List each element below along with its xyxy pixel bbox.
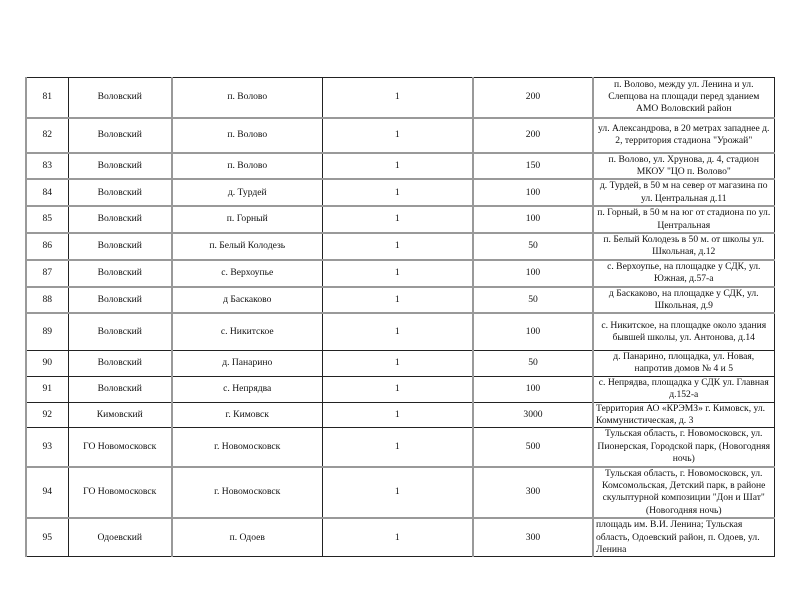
address-cell: Тульская область, г. Новомосковск, ул. Комсомольская, Детский парк, в районе скульптурной композиции "Дон и Шат" (Новогодняя ночь) [593, 467, 774, 519]
address-cell: п. Белый Колодезь в 50 м. от школы ул. Школьная, д.12 [593, 233, 774, 260]
amount-cell: 500 [473, 428, 593, 467]
settlement-cell: г. Новомосковск [172, 428, 322, 467]
amount-cell: 100 [473, 179, 593, 206]
address-cell: площадь им. В.И. Ленина; Тульская область, Одоевский район, п. Одоев, ул. Ленина [593, 518, 774, 557]
amount-cell: 200 [473, 78, 593, 118]
amount-cell: 100 [473, 260, 593, 287]
row-number: 87 [26, 260, 68, 287]
settlement-cell: п. Одоев [172, 518, 322, 557]
district-cell: Воловский [68, 179, 172, 206]
amount-cell: 200 [473, 118, 593, 153]
address-cell: п. Волово, ул. Хрунова, д. 4, стадион МКОУ "ЦО п. Волово" [593, 153, 774, 180]
settlement-cell: п. Белый Колодезь [172, 233, 322, 260]
quantity-cell: 1 [322, 179, 473, 206]
table-row [26, 78, 774, 118]
district-cell: Воловский [68, 78, 172, 118]
amount-cell: 300 [473, 518, 593, 557]
district-cell: Кимовский [68, 402, 172, 428]
amount-cell: 100 [473, 206, 593, 233]
district-cell: Воловский [68, 153, 172, 180]
row-number: 83 [26, 153, 68, 180]
address-cell: Территория АО «КРЭМЗ» г. Кимовск, ул. Коммунистическая, д. 3 [593, 402, 774, 428]
address-cell: с. Верхоупье, на площадке у СДК, ул. Южная, д.57-а [593, 260, 774, 287]
row-number: 95 [26, 518, 68, 557]
settlement-cell: г. Новомосковск [172, 467, 322, 519]
quantity-cell: 1 [322, 260, 473, 287]
district-cell: Воловский [68, 260, 172, 287]
table-row [26, 428, 774, 467]
address-cell: д. Панарино, площадка, ул. Новая, напротив домов № 4 и 5 [593, 350, 774, 376]
row-number: 92 [26, 402, 68, 428]
quantity-cell: 1 [322, 118, 473, 153]
quantity-cell: 1 [322, 428, 473, 467]
table-row [26, 153, 774, 180]
settlement-cell: с. Никитское [172, 313, 322, 350]
locations-table [25, 77, 775, 557]
table-row [26, 287, 774, 314]
amount-cell: 50 [473, 233, 593, 260]
amount-cell: 3000 [473, 402, 593, 428]
district-cell: Воловский [68, 313, 172, 350]
row-number: 82 [26, 118, 68, 153]
district-cell: Воловский [68, 233, 172, 260]
district-cell: ГО Новомосковск [68, 467, 172, 519]
table-row [26, 350, 774, 376]
table-row [26, 233, 774, 260]
address-cell: ул. Александрова, в 20 метрах западнее д. 2, территория стадиона "Урожай" [593, 118, 774, 153]
settlement-cell: п. Волово [172, 78, 322, 118]
settlement-cell: с. Верхоупье [172, 260, 322, 287]
district-cell: Воловский [68, 350, 172, 376]
table-row [26, 118, 774, 153]
row-number: 94 [26, 467, 68, 519]
amount-cell: 100 [473, 376, 593, 402]
table-row [26, 179, 774, 206]
quantity-cell: 1 [322, 206, 473, 233]
quantity-cell: 1 [322, 313, 473, 350]
district-cell: Одоевский [68, 518, 172, 557]
table-row [26, 260, 774, 287]
amount-cell: 50 [473, 350, 593, 376]
quantity-cell: 1 [322, 233, 473, 260]
address-cell: д. Турдей, в 50 м на север от магазина по ул. Центральная д.11 [593, 179, 774, 206]
settlement-cell: п. Волово [172, 153, 322, 180]
quantity-cell: 1 [322, 153, 473, 180]
quantity-cell: 1 [322, 467, 473, 519]
settlement-cell: д. Панарино [172, 350, 322, 376]
row-number: 89 [26, 313, 68, 350]
district-cell: Воловский [68, 376, 172, 402]
address-cell: с. Никитское, на площадке около здания бывшей школы, ул. Антонова, д.14 [593, 313, 774, 350]
address-cell: п. Горный, в 50 м на юг от стадиона по ул. Центральная [593, 206, 774, 233]
quantity-cell: 1 [322, 402, 473, 428]
table-row [26, 206, 774, 233]
row-number: 91 [26, 376, 68, 402]
settlement-cell: с. Непрядва [172, 376, 322, 402]
settlement-cell: д Баскаково [172, 287, 322, 314]
amount-cell: 150 [473, 153, 593, 180]
district-cell: Воловский [68, 287, 172, 314]
row-number: 86 [26, 233, 68, 260]
district-cell: Воловский [68, 118, 172, 153]
address-cell: п. Волово, между ул. Ленина и ул. Слепцова на площади перед зданием АМО Воловский район [593, 78, 774, 118]
table-row [26, 313, 774, 350]
settlement-cell: п. Волово [172, 118, 322, 153]
settlement-cell: д. Турдей [172, 179, 322, 206]
row-number: 85 [26, 206, 68, 233]
amount-cell: 300 [473, 467, 593, 519]
district-cell: Воловский [68, 206, 172, 233]
amount-cell: 50 [473, 287, 593, 314]
row-number: 81 [26, 78, 68, 118]
address-cell: с. Непрядва, площадка у СДК ул. Главная д.152-а [593, 376, 774, 402]
table-row [26, 518, 774, 557]
row-number: 93 [26, 428, 68, 467]
settlement-cell: п. Горный [172, 206, 322, 233]
address-cell: д Баскаково, на площадке у СДК, ул. Школьная, д.9 [593, 287, 774, 314]
quantity-cell: 1 [322, 287, 473, 314]
district-cell: ГО Новомосковск [68, 428, 172, 467]
quantity-cell: 1 [322, 78, 473, 118]
quantity-cell: 1 [322, 518, 473, 557]
quantity-cell: 1 [322, 350, 473, 376]
row-number: 84 [26, 179, 68, 206]
table-row [26, 402, 774, 428]
address-cell: Тульская область, г. Новомосковск, ул. Пионерская, Городской парк, (Новогодняя ночь) [593, 428, 774, 467]
row-number: 88 [26, 287, 68, 314]
row-number: 90 [26, 350, 68, 376]
amount-cell: 100 [473, 313, 593, 350]
settlement-cell: г. Кимовск [172, 402, 322, 428]
quantity-cell: 1 [322, 376, 473, 402]
table-row [26, 467, 774, 519]
table-row [26, 376, 774, 402]
